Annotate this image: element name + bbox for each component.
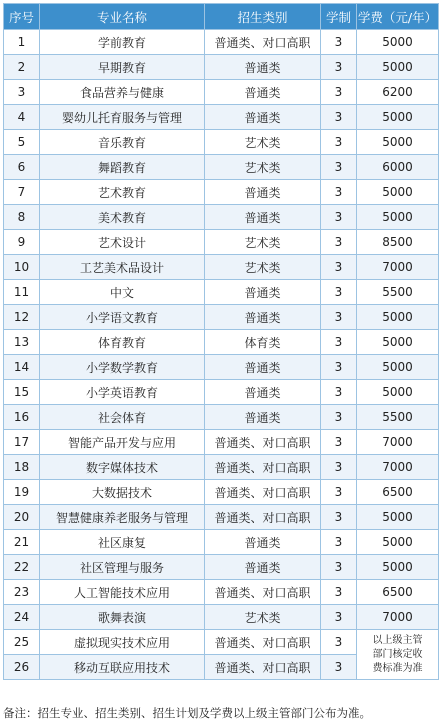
admission-category-cell: 普通类、对口高职 (205, 480, 321, 505)
tuition-fee-cell: 5000 (357, 355, 439, 380)
row-number-cell: 14 (4, 355, 40, 380)
table-row (4, 330, 439, 355)
tuition-fee-cell: 5000 (357, 530, 439, 555)
table-row (4, 130, 439, 155)
major-name-cell: 数字媒体技术 (40, 455, 205, 480)
tuition-fee-cell: 7000 (357, 605, 439, 630)
tuition-fee-cell: 5000 (357, 180, 439, 205)
merged-fee-note-cell (357, 630, 439, 680)
tuition-fee-cell: 5000 (357, 105, 439, 130)
admission-category-cell: 普通类 (205, 80, 321, 105)
row-number-cell: 23 (4, 580, 40, 605)
major-name-cell: 虚拟现实技术应用 (40, 630, 205, 655)
study-years-cell: 3 (321, 330, 357, 355)
row-number-cell: 9 (4, 230, 40, 255)
admission-category-cell: 普通类、对口高职 (205, 430, 321, 455)
row-number-cell: 17 (4, 430, 40, 455)
tuition-fee-cell: 7000 (357, 455, 439, 480)
major-name-cell: 舞蹈教育 (40, 155, 205, 180)
major-name-cell: 移动互联应用技术 (40, 655, 205, 680)
study-years-cell: 3 (321, 405, 357, 430)
tuition-fee-cell: 5000 (357, 330, 439, 355)
table-row (4, 80, 439, 105)
major-name-cell: 艺术教育 (40, 180, 205, 205)
admission-category-cell: 普通类 (205, 280, 321, 305)
major-name-cell: 人工智能技术应用 (40, 580, 205, 605)
row-number-cell: 26 (4, 655, 40, 680)
study-years-cell: 3 (321, 505, 357, 530)
admission-category-cell: 体育类 (205, 330, 321, 355)
tuition-fee-cell: 5000 (357, 30, 439, 55)
tuition-table (3, 3, 439, 680)
row-number-cell: 24 (4, 605, 40, 630)
tuition-fee-cell: 5000 (357, 555, 439, 580)
major-name-cell: 小学英语教育 (40, 380, 205, 405)
study-years-cell: 3 (321, 380, 357, 405)
tuition-fee-cell: 5500 (357, 280, 439, 305)
admission-category-cell: 艺术类 (205, 255, 321, 280)
row-number-cell: 19 (4, 480, 40, 505)
major-name-cell: 婴幼儿托育服务与管理 (40, 105, 205, 130)
table-row (4, 530, 439, 555)
admission-category-cell: 艺术类 (205, 130, 321, 155)
row-number-cell: 10 (4, 255, 40, 280)
major-name-cell: 美术教育 (40, 205, 205, 230)
study-years-cell: 3 (321, 605, 357, 630)
table-row (4, 430, 439, 455)
study-years-cell: 3 (321, 80, 357, 105)
merged-fee-note: 以上级主管部门核定收费标准为准 (372, 634, 423, 674)
admission-category-cell: 普通类 (205, 405, 321, 430)
table-row (4, 155, 439, 180)
study-years-cell: 3 (321, 555, 357, 580)
footnote: 备注：招生专业、招生类别、招生计划及学费以上级主管部门公布为准。 (3, 706, 371, 720)
study-years-cell: 3 (321, 30, 357, 55)
table-row (4, 505, 439, 530)
row-number-cell: 8 (4, 205, 40, 230)
study-years-cell: 3 (321, 580, 357, 605)
major-name-cell: 社会体育 (40, 405, 205, 430)
row-number-cell: 21 (4, 530, 40, 555)
study-years-cell: 3 (321, 55, 357, 80)
admission-category-cell: 普通类、对口高职 (205, 30, 321, 55)
admission-category-cell: 普通类 (205, 105, 321, 130)
tuition-fee-cell: 5000 (357, 380, 439, 405)
row-number-cell: 5 (4, 130, 40, 155)
row-number-cell: 18 (4, 455, 40, 480)
table-row (4, 305, 439, 330)
admission-category-cell: 普通类 (205, 180, 321, 205)
row-number-cell: 16 (4, 405, 40, 430)
table-row (4, 205, 439, 230)
study-years-cell: 3 (321, 105, 357, 130)
row-number-cell: 7 (4, 180, 40, 205)
tuition-fee-cell: 5000 (357, 305, 439, 330)
row-number-cell: 20 (4, 505, 40, 530)
table-row (4, 480, 439, 505)
tuition-fee-cell: 7000 (357, 255, 439, 280)
major-name-cell: 工艺美术品设计 (40, 255, 205, 280)
admission-category-cell: 艺术类 (205, 230, 321, 255)
table-row (4, 230, 439, 255)
row-number-cell: 3 (4, 80, 40, 105)
table-row (4, 405, 439, 430)
major-name-cell: 食品营养与健康 (40, 80, 205, 105)
header-fee: 学费（元/年） (357, 4, 439, 30)
admission-category-cell: 艺术类 (205, 155, 321, 180)
admission-category-cell: 普通类、对口高职 (205, 455, 321, 480)
table-row (4, 605, 439, 630)
row-number-cell: 2 (4, 55, 40, 80)
tuition-fee-cell: 6000 (357, 155, 439, 180)
row-number-cell: 25 (4, 630, 40, 655)
study-years-cell: 3 (321, 305, 357, 330)
row-number-cell: 6 (4, 155, 40, 180)
study-years-cell: 3 (321, 280, 357, 305)
tuition-fee-cell: 5000 (357, 130, 439, 155)
header-major: 专业名称 (40, 4, 205, 30)
admission-category-cell: 普通类 (205, 355, 321, 380)
table-row (4, 180, 439, 205)
row-number-cell: 13 (4, 330, 40, 355)
major-name-cell: 早期教育 (40, 55, 205, 80)
table-header-row (4, 4, 439, 30)
row-number-cell: 4 (4, 105, 40, 130)
row-number-cell: 15 (4, 380, 40, 405)
study-years-cell: 3 (321, 455, 357, 480)
header-years: 学制 (321, 4, 357, 30)
tuition-fee-cell: 7000 (357, 430, 439, 455)
table-row (4, 105, 439, 130)
table-row (4, 280, 439, 305)
tuition-fee-cell: 8500 (357, 230, 439, 255)
table-row (4, 630, 439, 655)
tuition-fee-cell: 6200 (357, 80, 439, 105)
admission-category-cell: 艺术类 (205, 605, 321, 630)
major-name-cell: 小学数学教育 (40, 355, 205, 380)
study-years-cell: 3 (321, 530, 357, 555)
major-name-cell: 社区康复 (40, 530, 205, 555)
study-years-cell: 3 (321, 130, 357, 155)
study-years-cell: 3 (321, 230, 357, 255)
table-body (4, 30, 439, 680)
table-row (4, 355, 439, 380)
admission-category-cell: 普通类、对口高职 (205, 655, 321, 680)
table-row (4, 555, 439, 580)
major-name-cell: 艺术设计 (40, 230, 205, 255)
header-category: 招生类别 (205, 4, 321, 30)
table-row (4, 255, 439, 280)
admission-category-cell: 普通类 (205, 380, 321, 405)
major-name-cell: 体育教育 (40, 330, 205, 355)
admission-category-cell: 普通类、对口高职 (205, 580, 321, 605)
admission-category-cell: 普通类 (205, 530, 321, 555)
major-name-cell: 中文 (40, 280, 205, 305)
major-name-cell: 小学语文教育 (40, 305, 205, 330)
major-name-cell: 音乐教育 (40, 130, 205, 155)
tuition-fee-cell: 5500 (357, 405, 439, 430)
tuition-fee-cell: 6500 (357, 580, 439, 605)
admission-category-cell: 普通类 (205, 305, 321, 330)
row-number-cell: 1 (4, 30, 40, 55)
study-years-cell: 3 (321, 655, 357, 680)
admission-category-cell: 普通类 (205, 205, 321, 230)
major-name-cell: 学前教育 (40, 30, 205, 55)
study-years-cell: 3 (321, 480, 357, 505)
tuition-fee-cell: 5000 (357, 205, 439, 230)
study-years-cell: 3 (321, 630, 357, 655)
major-name-cell: 智慧健康养老服务与管理 (40, 505, 205, 530)
study-years-cell: 3 (321, 255, 357, 280)
table-row (4, 55, 439, 80)
admission-category-cell: 普通类、对口高职 (205, 505, 321, 530)
tuition-fee-cell: 5000 (357, 55, 439, 80)
major-name-cell: 社区管理与服务 (40, 555, 205, 580)
header-no: 序号 (4, 4, 40, 30)
tuition-fee-cell: 6500 (357, 480, 439, 505)
admission-category-cell: 普通类 (205, 555, 321, 580)
major-name-cell: 大数据技术 (40, 480, 205, 505)
study-years-cell: 3 (321, 155, 357, 180)
study-years-cell: 3 (321, 430, 357, 455)
study-years-cell: 3 (321, 205, 357, 230)
row-number-cell: 11 (4, 280, 40, 305)
row-number-cell: 22 (4, 555, 40, 580)
study-years-cell: 3 (321, 180, 357, 205)
table-row (4, 30, 439, 55)
table-row (4, 380, 439, 405)
study-years-cell: 3 (321, 355, 357, 380)
tuition-fee-cell: 5000 (357, 505, 439, 530)
table-row (4, 455, 439, 480)
row-number-cell: 12 (4, 305, 40, 330)
admission-category-cell: 普通类 (205, 55, 321, 80)
admission-category-cell: 普通类、对口高职 (205, 630, 321, 655)
major-name-cell: 智能产品开发与应用 (40, 430, 205, 455)
table-row (4, 580, 439, 605)
major-name-cell: 歌舞表演 (40, 605, 205, 630)
